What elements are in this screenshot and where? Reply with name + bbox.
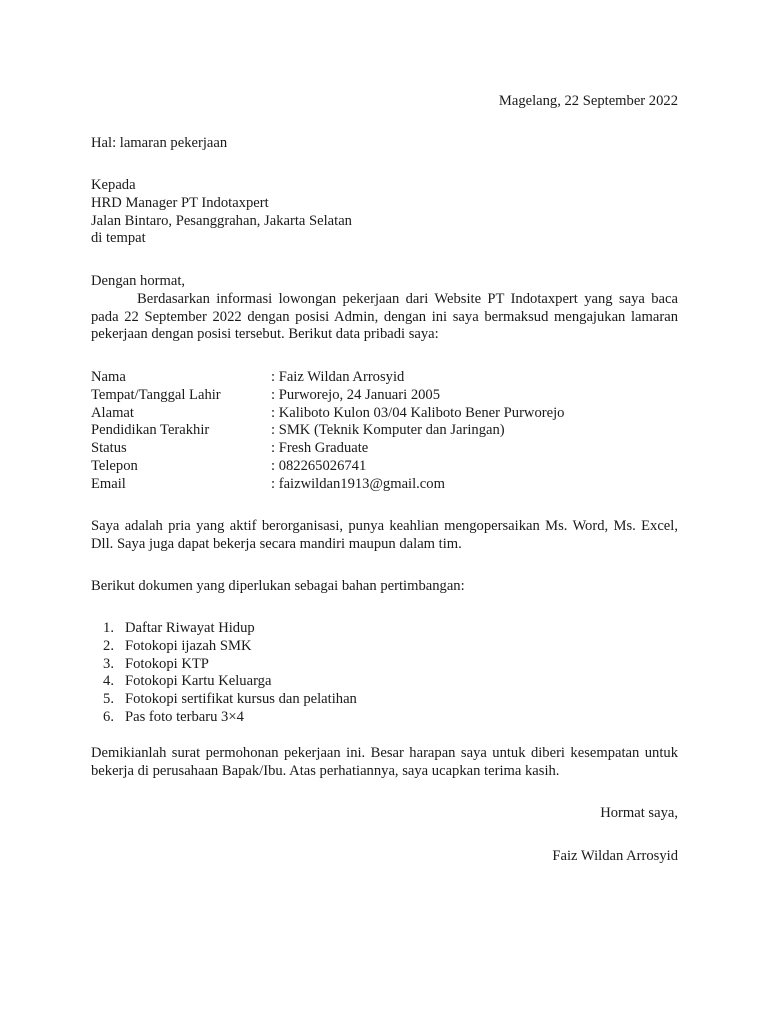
documents-intro: Berikut dokumen yang diperlukan sebagai bahan pertimbangan: [91,578,465,594]
opening-block [91,273,678,344]
salutation: Dengan hormat, [91,273,186,289]
document-label: Daftar Riwayat Hidup [125,620,255,636]
letter-place-date [91,93,678,111]
personal-data-row [91,369,678,387]
document-item [91,620,678,638]
letter-subject [91,135,678,153]
recipient-address: Jalan Bintaro, Pesanggrahan, Jakarta Selatan [91,212,352,229]
letter-page [91,0,678,1024]
personal-data-row [91,458,678,476]
documents-intro-block [91,578,678,596]
skills-block [91,518,678,554]
valediction: Hormat saya, [600,805,678,821]
documents-list-block [91,620,678,727]
personal-data-label: Tempat/Tanggal Lahir [91,386,221,403]
document-item [91,656,678,674]
personal-data-row [91,476,678,494]
personal-data-value: : Fresh Graduate [271,440,369,457]
recipient-location: di tempat [91,230,146,247]
personal-data-label: Pendidikan Terakhir [91,422,210,439]
personal-data-row [91,387,678,405]
document-label: Pas foto terbaru 3×4 [125,708,244,725]
personal-data-value: : Faiz Wildan Arrosyid [271,369,405,385]
documents-list [91,620,678,727]
personal-data-label: Telepon [91,457,138,474]
place-date-text: Magelang, 22 September 2022 [498,93,678,109]
document-label: Fotokopi ijazah SMK [125,637,252,654]
signature-name: Faiz Wildan Arrosyid [552,848,678,864]
document-item [91,638,678,656]
document-label: Fotokopi Kartu Keluarga [125,673,272,690]
document-number: 5. [103,691,114,708]
signature-block [91,848,678,866]
personal-data-label: Status [91,440,127,457]
skills-paragraph: Saya adalah pria yang aktif berorganisasi, punya keahlian mengopersaikan Ms. Word, Ms. Excel, Dll. Saya juga dapat bekerja secara mandiri maupun dalam tim. [91,518,678,552]
document-item [91,673,678,691]
document-number: 3. [103,655,114,672]
recipient-to: Kepada [91,177,136,193]
personal-data-label: Alamat [91,404,134,421]
closing-paragraph: Demikianlah surat permohonan pekerjaan ini. Besar harapan saya untuk diberi kesempatan untuk bekerja di perusahaan Bapak/Ibu. Atas perhatiannya, saya ucapkan terima kasih. [91,745,678,779]
document-label: Fotokopi sertifikat kursus dan pelatihan [125,691,357,708]
recipient-block [91,177,678,248]
personal-data-value: : 082265026741 [271,457,367,474]
opening-paragraph: Berdasarkan informasi lowongan pekerjaan dari Website PT Indotaxpert yang saya baca pada 22 September 2022 dengan posisi Admin, dengan ini saya bermaksud mengajukan lamaran pekerjaan dengan posisi tersebut. Berikut data pribadi saya: [91,290,678,343]
personal-data-label: Email [91,475,126,492]
valediction-block [91,805,678,823]
personal-data-value: : SMK (Teknik Komputer dan Jaringan) [271,422,505,439]
personal-data-value: : faizwildan1913@gmail.com [271,475,445,492]
personal-data-table [91,369,678,494]
personal-data-value: : Purworejo, 24 Januari 2005 [271,386,441,403]
document-item [91,691,678,709]
personal-data-row [91,440,678,458]
document-number: 1. [103,620,114,636]
recipient-name: HRD Manager PT Indotaxpert [91,194,269,211]
document-number: 4. [103,673,114,690]
document-label: Fotokopi KTP [125,655,209,672]
document-number: 6. [103,708,114,725]
personal-data-value: : Kaliboto Kulon 03/04 Kaliboto Bener Purworejo [271,404,565,421]
document-number: 2. [103,637,114,654]
closing-block [91,745,678,781]
personal-data-row [91,405,678,423]
document-item [91,709,678,727]
personal-data-label: Nama [91,369,126,385]
personal-data-row [91,422,678,440]
subject-text: Hal: lamaran pekerjaan [91,135,228,151]
